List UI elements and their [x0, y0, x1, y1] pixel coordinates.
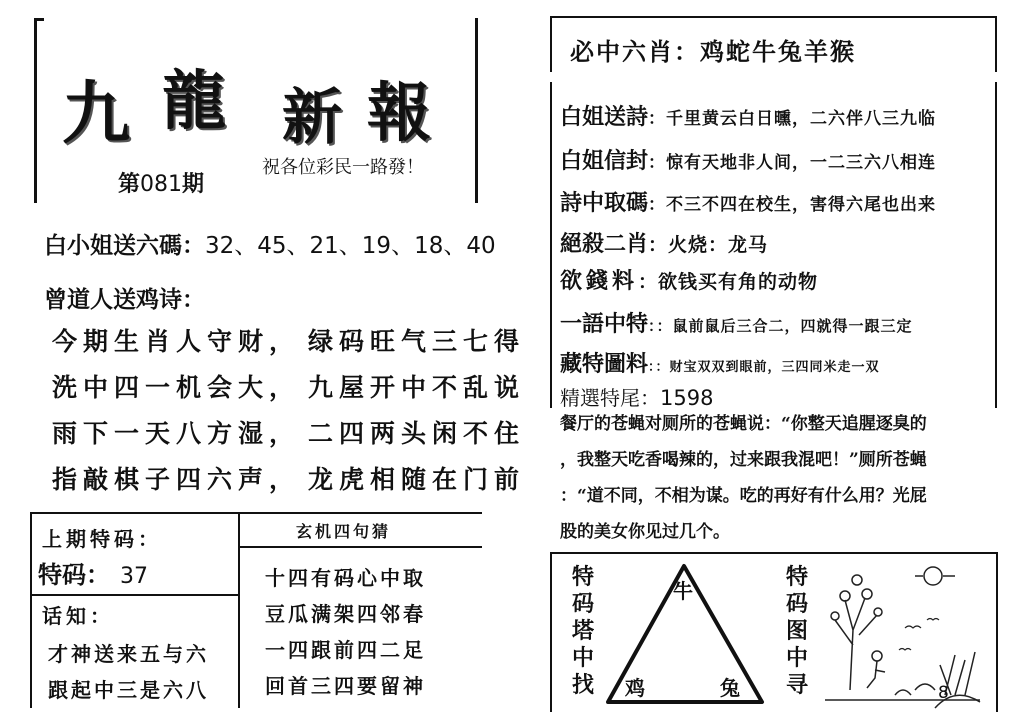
info-row-label: 詩中取碼 [560, 191, 649, 216]
divider [30, 512, 482, 514]
vert-char: 特 [571, 564, 594, 590]
vert-char: 找 [571, 672, 594, 698]
poem-label: 曾道人送鸡诗： [44, 287, 205, 313]
info-row-text: ：火烧：龙马 [648, 234, 769, 256]
tower-right-vertical [784, 564, 810, 699]
info-row [560, 144, 936, 175]
info-row [560, 186, 936, 217]
four-line: 豆瓜满架四邻春 [265, 602, 426, 626]
six-numbers-line [44, 227, 496, 260]
info-row-label: 欲錢料 [560, 269, 639, 294]
poem-line [52, 414, 525, 450]
hint-label: 话知： [42, 604, 114, 628]
hint-line: 才神送来五与六 [48, 642, 209, 666]
info-row-text: ：不三不四在校生，害得六尾也出来 [648, 195, 937, 215]
info-row-text: ：：鼠前鼠后三合二，四就得一跟三定 [648, 317, 913, 335]
info-row-label: 白姐送詩 [560, 105, 649, 130]
four-line: 一四跟前四二足 [265, 638, 426, 662]
vert-char: 中 [571, 645, 594, 671]
vert-char: 码 [785, 591, 808, 617]
info-row-text: ：：财宝双双到眼前，三四同米走一双 [648, 360, 880, 375]
tower-left-vertical [570, 564, 596, 699]
issue-prefix: 第 [118, 171, 141, 197]
info-row-label: 藏特圖料 [560, 352, 649, 377]
divider [30, 512, 32, 708]
poem-line-b: 绿码旺气三七得 [308, 327, 526, 356]
triangle-bottom-right: 兔 [720, 676, 740, 700]
joke-line: 餐厅的苍蝇对厕所的苍蝇说：“你整天追腥逐臭的 [560, 414, 927, 434]
issue-value: 081 [140, 172, 183, 197]
six-numbers-label: 白小姐送六碼： [44, 233, 205, 259]
poem-line-b: 二四两头闲不住 [308, 419, 526, 448]
triangle-bottom-left: 鸡 [625, 676, 645, 700]
birds-icon [899, 619, 939, 651]
joke-line: ，我整天吃香喝辣的，过来跟我混吧！”厕所苍蝇 [560, 450, 927, 470]
masthead-title [62, 50, 462, 154]
issue-suffix: 期 [182, 171, 205, 197]
divider [240, 546, 482, 548]
moon-icon [915, 567, 955, 585]
masthead-char-4: 報 [367, 76, 433, 151]
four-lines-title: 玄机四句猜 [296, 522, 392, 541]
masthead-char-3: 新 [282, 83, 344, 153]
poem-line-a: 洗中四一机会大， [52, 373, 301, 402]
divider [238, 512, 240, 708]
six-numbers-values: 32、45、21、19、18、40 [205, 233, 496, 259]
circle-number: 8 [938, 683, 949, 703]
vert-char: 图 [785, 618, 808, 644]
poem-line [52, 322, 525, 358]
info-row-label: 白姐信封 [560, 149, 649, 174]
special-code [38, 555, 148, 590]
issue-number [118, 167, 204, 198]
four-line: 十四有码心中取 [265, 566, 426, 590]
vert-char: 码 [571, 591, 594, 617]
poem-line-a: 雨下一天八方湿， [52, 419, 301, 448]
right-page [540, 0, 1024, 726]
vert-char: 寻 [785, 672, 808, 698]
info-row-label: 絕殺二肖 [560, 232, 649, 257]
figure-icon [867, 651, 885, 688]
vert-char: 特 [785, 564, 808, 590]
triangle-top: 牛 [673, 579, 693, 603]
last-issue-title: 上期特码： [42, 527, 162, 551]
greeting: 祝各位彩民一路發！ [262, 157, 424, 178]
info-row [560, 307, 913, 338]
joke-block [560, 406, 1000, 550]
info-row [560, 347, 880, 378]
grass-icon [825, 652, 980, 700]
tree-icon [831, 575, 882, 690]
info-row [560, 227, 768, 258]
joke-line: ：“道不同，不相为谋。吃的再好有什么用？光屁 [560, 486, 927, 506]
info-row-text: ：欲钱买有角的动物 [638, 271, 819, 293]
poem-line [52, 368, 525, 404]
info-row-text: ：惊有天地非人间，一二三六八相连 [648, 153, 937, 173]
vert-char: 塔 [571, 618, 594, 644]
poem-line-a: 今期生肖人守财， [52, 327, 301, 356]
info-row-label: 一語中特 [560, 312, 649, 337]
poem-line-b: 龙虎相随在门前 [308, 465, 526, 494]
landscape-illustration [815, 560, 990, 710]
six-zodiac-header: 必中六肖：鸡蛇牛兔羊猴 [570, 37, 856, 66]
hint-line: 跟起中三是六八 [48, 678, 209, 702]
four-line: 回首三四要留神 [265, 674, 426, 698]
divider [32, 594, 238, 596]
vert-char: 中 [785, 645, 808, 671]
info-row [560, 100, 936, 131]
joke-line: 股的美女你见过几个。 [560, 522, 730, 542]
special-code-label: 特码： [38, 561, 110, 589]
tail-label: 精選特尾： [560, 386, 660, 410]
poem-line [52, 460, 525, 496]
special-code-value: 37 [120, 564, 148, 589]
masthead-char-1: 九 [62, 74, 133, 154]
info-row [560, 264, 818, 295]
masthead-char-2: 龍 [162, 64, 228, 139]
poem-line-b: 九屋开中不乱说 [308, 373, 526, 402]
poem-line-a: 指敲棋子四六声， [52, 465, 301, 494]
tail-value: 1598 [660, 386, 714, 410]
info-row-text: ：千里黄云白日曛，二六伴八三九临 [648, 109, 937, 129]
